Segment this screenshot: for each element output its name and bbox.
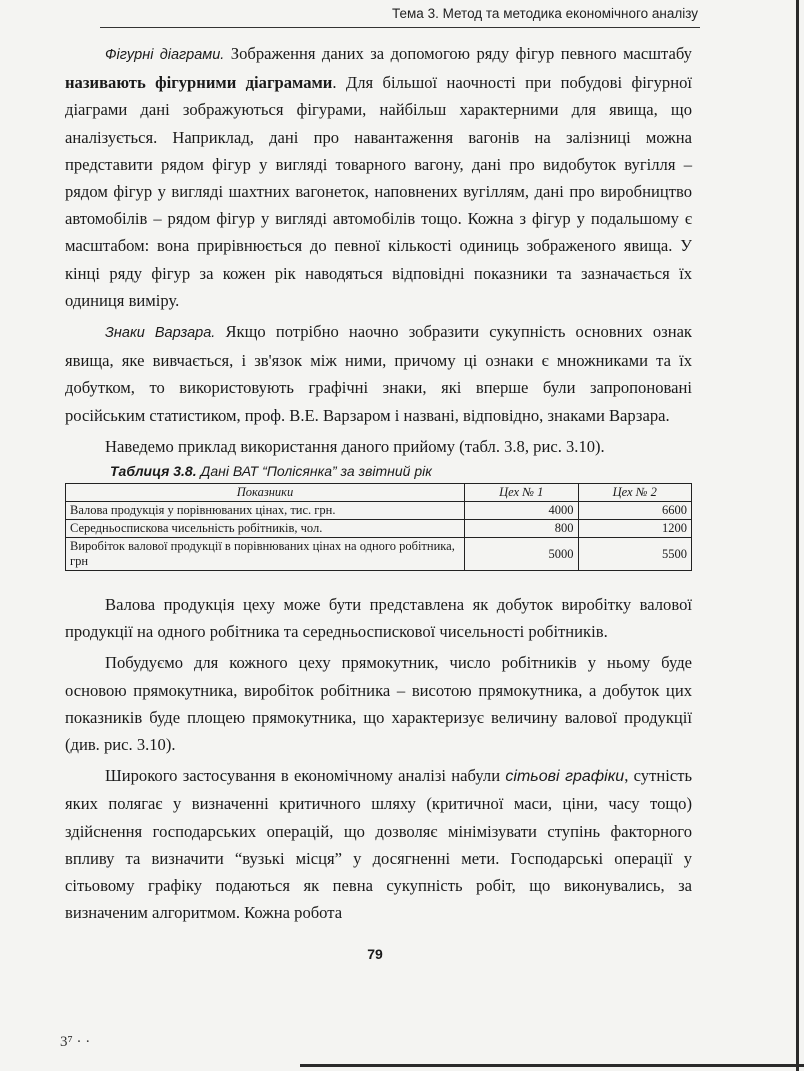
table-cell: Середньоспискова чисельність робітників, чол. bbox=[66, 520, 465, 538]
table-cell: Валова продукція у порівнюваних цінах, тис. грн. bbox=[66, 502, 465, 520]
scan-edge-right bbox=[796, 0, 799, 1071]
paragraph-network-graphs bbox=[65, 762, 692, 926]
running-header: Тема 3. Метод та методика економічного аналізу bbox=[392, 6, 698, 21]
table-header-cell: Цех № 1 bbox=[465, 484, 579, 502]
paragraph-example: Наведемо приклад використання даного прийому (табл. 3.8, рис. 3.10). bbox=[105, 436, 605, 456]
paragraph-text: Зображення даних за допомогою ряду фігур певного масштабу bbox=[224, 44, 692, 63]
table-header-cell: Показники bbox=[66, 484, 465, 502]
table-row bbox=[66, 520, 692, 538]
paragraph-gross-output: Валова продукція цеху може бути представлена як добуток виробітку валової продукції на одного робітника та середньоспискової чисельності робітників. bbox=[65, 595, 692, 642]
table-caption-text: Дані ВАТ “Полісянка” за звітний рік bbox=[196, 463, 432, 480]
table-row bbox=[66, 538, 692, 571]
emphasis-text: називають фігурними діаграмами bbox=[65, 73, 333, 93]
table-cell: 5000 bbox=[465, 538, 579, 571]
scan-edge-bottom bbox=[300, 1064, 804, 1067]
paragraph-text: . Для більшої наочності при побудові фігурної діаграми дані зображуються фігурами, найбільш характерними для явища, що аналізується. Наприклад, дані про навантаження вагонів на залізниці можна представити рядом фігур у вигляді товарного вагону, дані про видобуток вугілля – рядом фігур у вигляді шахтних вагонеток, наповнених вугіллям, дані про виробництво автомобілів – рядом фігур у вигляді автомобілів тощо. Кожна з фігур у подальшому є масштабом: вона прирівнюється до певної кількості одиниць зображеного явища. У кінці ряду фігур за кожен рік наводяться відповідні показники та зазначається їх одиниця виміру. bbox=[65, 73, 692, 310]
corner-mark: 3⁷ · · bbox=[60, 1034, 91, 1050]
term-figure-diagrams: Фігурні діаграми. bbox=[105, 47, 225, 63]
table-cell: Виробіток валової продукції в порівнюваних цінах на одного робітника, грн bbox=[66, 538, 465, 571]
page-number: 79 bbox=[367, 946, 383, 962]
term-network-graphs: сітьові графіки bbox=[505, 768, 625, 786]
term-varzar-signs: Знаки Варзара. bbox=[105, 325, 216, 342]
table-cell: 4000 bbox=[465, 502, 579, 520]
data-table bbox=[65, 483, 692, 571]
table-cell: 6600 bbox=[578, 502, 692, 520]
table-cell: 1200 bbox=[578, 520, 692, 538]
paragraph-text: Широкого застосування в економічному аналізі набули bbox=[105, 766, 506, 786]
table-caption bbox=[110, 462, 692, 480]
paragraph-rectangles: Побудуємо для кожного цеху прямокутник, число робітників у ньому буде основою прямокутника, виробіток робітника – висотою прямокутника, а добуток цих показників буде площею прямокутника, що характеризує величину валової продукції (див. рис. 3.10). bbox=[65, 653, 692, 755]
table-caption-label: Таблиця 3.8. bbox=[110, 463, 197, 480]
paragraph-text: , сутність яких полягає у визначенні критичного шляху (критичної маси, ціни, часу тощо) здійснення господарських операцій, що дозволяє мінімізувати ступінь факторного впливу та визначити “вузькі місця” у досягненні мети. Господарські операції у сітьовому графіку подаються як певна сукупність робіт, що виконувались, за визначеним алгоритмом. Кожна робота bbox=[65, 766, 693, 923]
table-header-row bbox=[66, 484, 692, 502]
table-cell: 800 bbox=[465, 520, 579, 538]
page-content bbox=[65, 40, 692, 926]
paragraph-figure-diagrams bbox=[65, 40, 692, 314]
table-header-cell: Цех № 2 bbox=[578, 484, 692, 502]
paragraph-varzar-signs bbox=[65, 318, 692, 429]
header-rule bbox=[100, 27, 700, 28]
paragraph-text: Якщо потрібно наочно зобразити сукупність основних ознак явища, яке вивчається, і зв'язок між ними, причому ці ознаки є множниками та їх добутком, то використовують графічні знаки, які вперше були запропоновані російським статистиком, проф. В.Е. Варзаром і названі, відповідно, знаками Варзара. bbox=[65, 322, 692, 425]
table-cell: 5500 bbox=[578, 538, 692, 571]
table-row bbox=[66, 502, 692, 520]
